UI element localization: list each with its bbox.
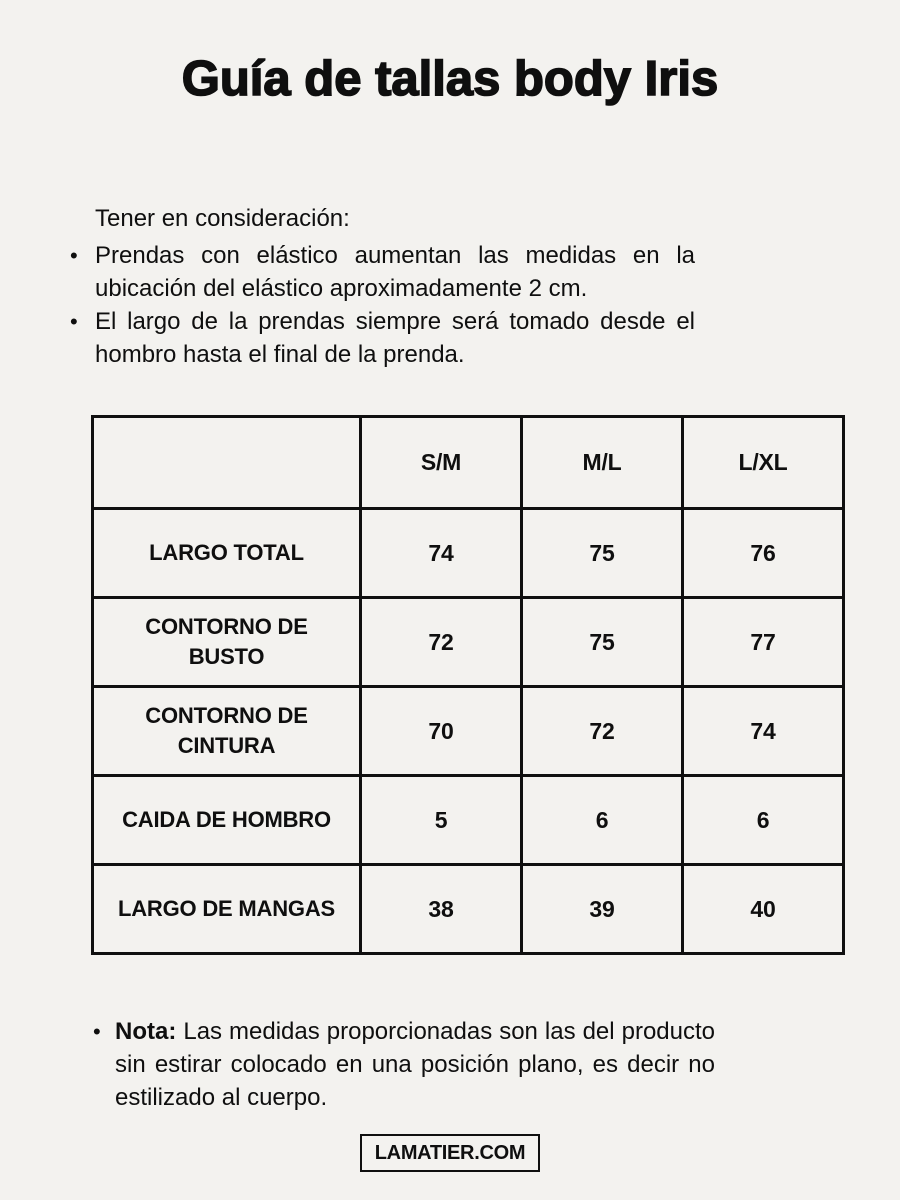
row-label: CONTORNO DE CINTURA [93, 687, 361, 776]
row-label: LARGO TOTAL [93, 509, 361, 598]
cell-value: 40 [683, 865, 844, 954]
note-body: Las medidas proporcionadas son las del producto sin estirar colocado en una posición plano, es decir no estilizado al cuerpo. [115, 1018, 716, 1111]
cell-value: 74 [683, 687, 844, 776]
list-item [70, 305, 700, 371]
cell-value: 75 [522, 598, 683, 687]
table-header-empty [93, 417, 361, 509]
row-label: LARGO DE MANGAS [93, 865, 361, 954]
note-text [115, 1015, 715, 1114]
list-item [70, 239, 700, 305]
note-section [93, 1015, 715, 1114]
table-header-lxl: L/XL [683, 417, 844, 509]
table-header-sm: S/M [361, 417, 522, 509]
table-row [93, 509, 844, 598]
table-row [93, 598, 844, 687]
table-header-ml: M/L [522, 417, 683, 509]
consideration-text: El largo de la prendas siempre será tomado desde el hombro hasta el final de la prenda. [95, 308, 695, 368]
cell-value: 39 [522, 865, 683, 954]
cell-value: 72 [361, 598, 522, 687]
cell-value: 72 [522, 687, 683, 776]
cell-value: 38 [361, 865, 522, 954]
table-row [93, 687, 844, 776]
cell-value: 70 [361, 687, 522, 776]
cell-value: 77 [683, 598, 844, 687]
cell-value: 74 [361, 509, 522, 598]
page-title: Guía de tallas body Iris [181, 52, 719, 106]
considerations-heading: Tener en consideración: [95, 205, 350, 232]
brand-text: LAMATIER.COM [374, 1142, 526, 1164]
cell-value: 75 [522, 509, 683, 598]
row-label: CAIDA DE HOMBRO [93, 776, 361, 865]
brand-box [360, 1134, 540, 1172]
cell-value: 6 [522, 776, 683, 865]
considerations-section [70, 202, 700, 371]
table-header-row [93, 417, 844, 509]
cell-value: 76 [683, 509, 844, 598]
table-row [93, 865, 844, 954]
consideration-text: Prendas con elástico aumentan las medidas en la ubicación del elástico aproximadamente 2 cm. [95, 242, 695, 302]
bullet-icon: • [93, 1019, 101, 1044]
bullet-icon: • [70, 309, 78, 334]
cell-value: 5 [361, 776, 522, 865]
bullet-icon: • [70, 243, 78, 268]
row-label: CONTORNO DE BUSTO [93, 598, 361, 687]
size-table [91, 415, 845, 955]
cell-value: 6 [683, 776, 844, 865]
table-row [93, 776, 844, 865]
footer [0, 1134, 900, 1172]
note-label: Nota: [115, 1018, 177, 1045]
